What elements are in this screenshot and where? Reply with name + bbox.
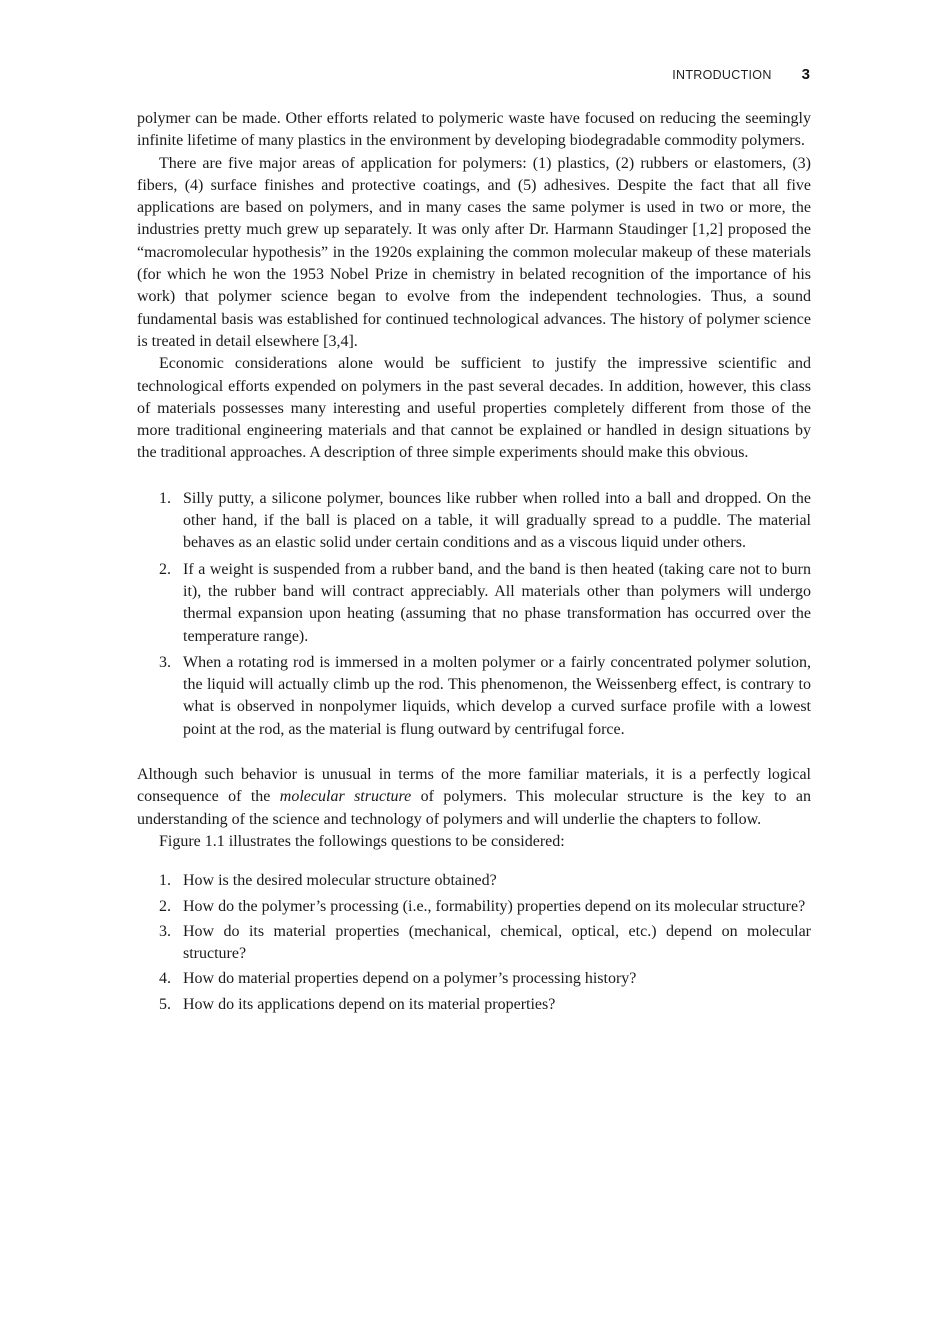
- list-item-number: 1.: [159, 489, 171, 507]
- text-run: Although such behavior is unusual in terms of the more familiar materials, it is a perfectly logical consequence of the: [137, 766, 811, 806]
- list-item-number: 1.: [159, 872, 171, 890]
- list-item: [159, 488, 811, 555]
- experiments-list: [137, 488, 811, 741]
- page-number: 3: [801, 66, 810, 83]
- list-item-number: 3.: [159, 653, 171, 671]
- list-item: [159, 896, 811, 918]
- running-head: [672, 66, 810, 83]
- questions-list: [137, 870, 811, 1016]
- list-item: [159, 921, 811, 966]
- list-item: [159, 870, 811, 892]
- section-title: INTRODUCTION: [672, 68, 772, 82]
- body-text: [137, 108, 811, 1019]
- list-item-text: How do the polymer’s processing (i.e., formability) properties depend on its molecular structure?: [183, 897, 806, 915]
- paragraph-molecular-structure: [137, 764, 811, 831]
- emphasized-term: molecular structure: [279, 788, 412, 806]
- list-item-text: How do material properties depend on a polymer’s processing history?: [183, 970, 637, 988]
- list-item: [159, 559, 811, 648]
- paragraph-economics: Economic considerations alone would be sufficient to justify the impressive scientific and technological efforts expended on polymers in the past several decades. In addition, however, this class of materials possesses many interesting and useful properties completely different from those of the more traditional engineering materials and that cannot be explained or handled in design situations by the traditional approaches. A description of three simple experiments should make this obvious.: [137, 355, 811, 462]
- list-item-text: When a rotating rod is immersed in a molten polymer or a fairly concentrated polymer solution, the liquid will actually climb up the rod. This phenomenon, the Weissenberg effect, is contrary to what is observed in nonpolymer liquids, which develop a curved surface profile with a lowest point at the rod, as the material is flung outward by centrifugal force.: [183, 653, 811, 738]
- list-item-text: How do its applications depend on its material properties?: [183, 995, 556, 1013]
- list-item-number: 3.: [159, 922, 171, 940]
- list-item: [159, 994, 811, 1016]
- list-item: [159, 652, 811, 741]
- list-item-number: 5.: [159, 995, 171, 1013]
- list-item-text: How do its material properties (mechanical, chemical, optical, etc.) depend on molecular structure?: [183, 922, 811, 963]
- text-run: of polymers. This molecular structure is the key to an understanding of the science and technology of polymers and will underlie the chapters to follow.: [137, 788, 812, 828]
- list-item-number: 2.: [159, 560, 171, 578]
- paragraph-applications: There are five major areas of application for polymers: (1) plastics, (2) rubbers or elastomers, (3) fibers, (4) surface finishes and protective coatings, and (5) adhesives. Despite the fact that all five applications are based on polymers, and in many cases the same polymer is used in two or more, the industries pretty much grew up separately. It was only after Dr. Harmann Staudinger [1,2] proposed the “macromolecular hypothesis” in the 1920s explaining the common molecular makeup of these materials (for which he won the 1953 Nobel Prize in chemistry in belated recognition of the importance of his work) that polymer science began to evolve from the independent technologies. Thus, a sound fundamental basis was established for continued technological advances. The history of polymer science is treated in detail elsewhere [3,4].: [137, 154, 811, 350]
- list-item-number: 2.: [159, 897, 171, 915]
- paragraph-waste: polymer can be made. Other efforts related to polymeric waste have focused on reducing the seemingly infinite lifetime of many plastics in the environment by developing biodegradable commodity polymers.: [137, 110, 811, 150]
- list-item-text: How is the desired molecular structure obtained?: [183, 872, 497, 890]
- list-item-text: If a weight is suspended from a rubber band, and the band is then heated (taking care not to burn it), the rubber band will contract appreciably. All materials other than polymers will undergo thermal expansion upon heating (assuming that no phase transformation has occurred over the temperature range).: [183, 560, 811, 645]
- list-item-number: 4.: [159, 970, 171, 988]
- paragraph-figure-reference: Figure 1.1 illustrates the followings questions to be considered:: [159, 832, 565, 850]
- list-item: [159, 968, 811, 990]
- list-item-text: Silly putty, a silicone polymer, bounces like rubber when rolled into a ball and dropped. On the other hand, if the ball is placed on a table, it will gradually spread to a puddle. The material behaves as an elastic solid under certain conditions and as a viscous liquid under others.: [183, 489, 811, 552]
